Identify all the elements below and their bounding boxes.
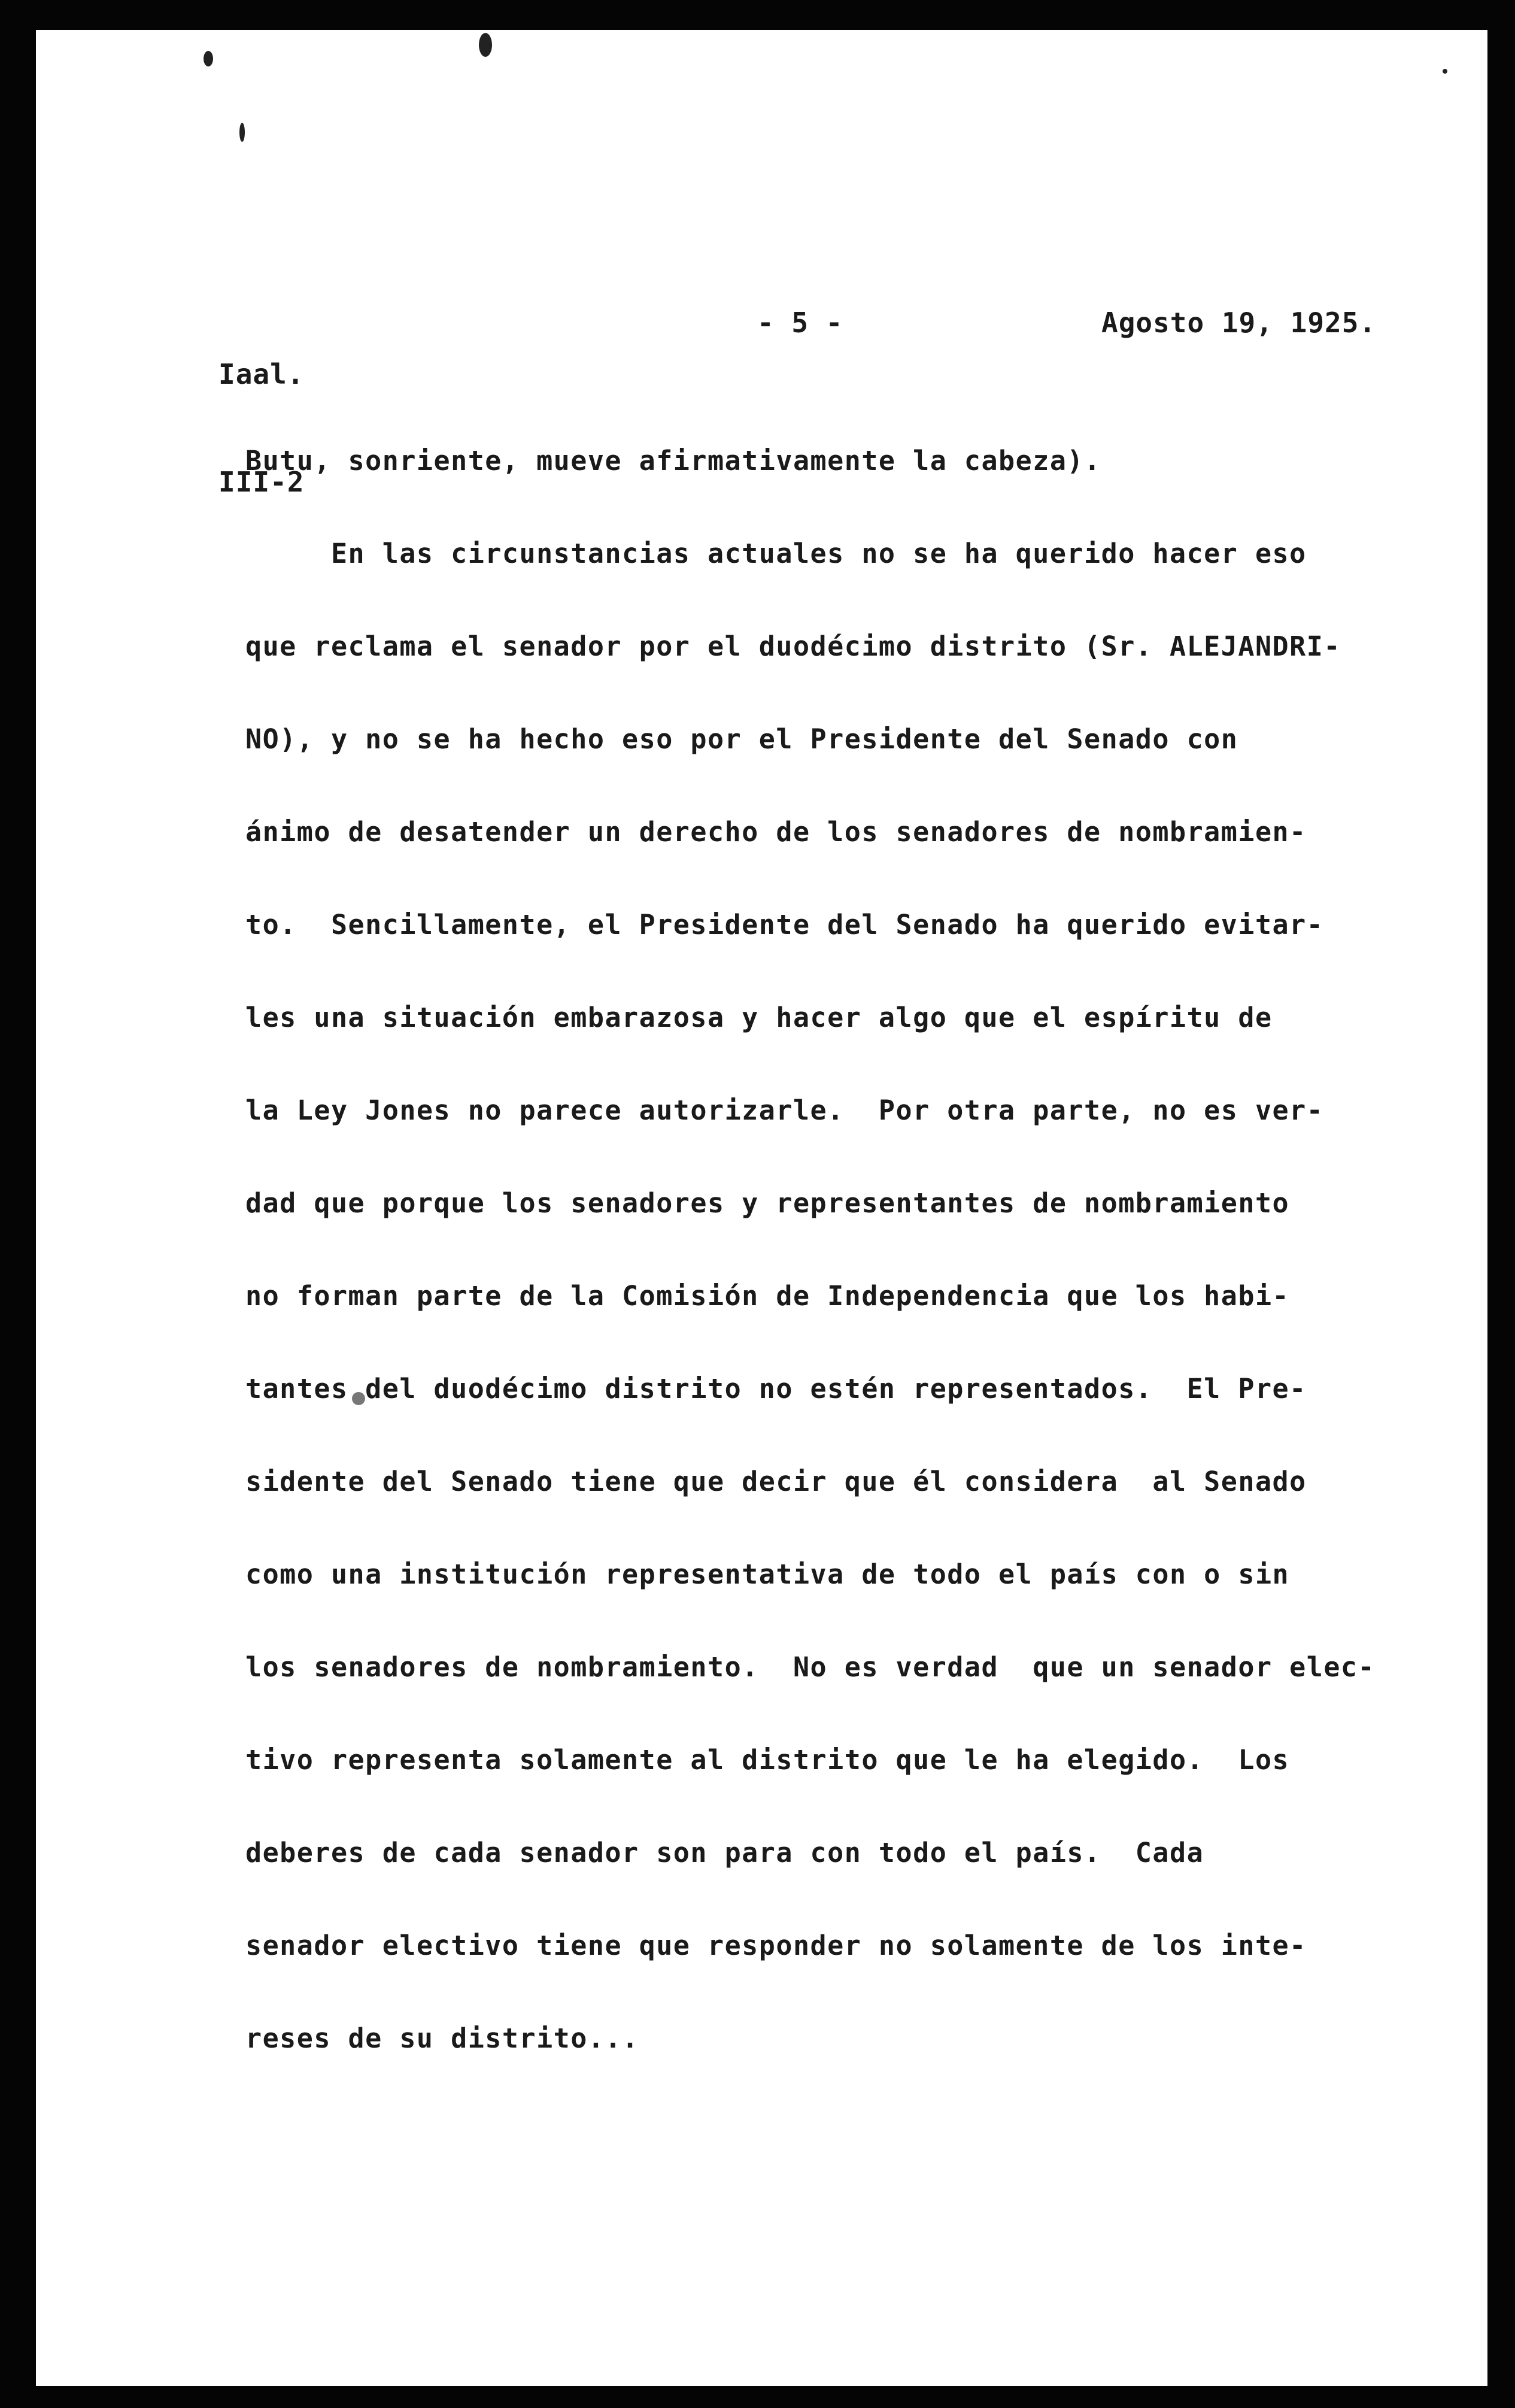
scan-speck — [239, 123, 245, 142]
body-line: que reclama el senador por el duodécimo distrito (Sr. ALEJANDRI- — [245, 630, 1341, 662]
body-line: les una situación embarazosa y hacer algo que el espíritu de — [245, 1002, 1273, 1033]
body-line: como una institución representativa de todo el país con o sin — [245, 1558, 1290, 1590]
body-line: En las circunstancias actuales no se ha querido hacer eso — [245, 538, 1307, 569]
body-line: sidente del Senado tiene que decir que él considera al Senado — [245, 1466, 1307, 1497]
scan-speck — [1443, 69, 1447, 74]
scan-speck — [479, 33, 492, 57]
body-line: deberes de cada senador son para con todo el país. Cada — [245, 1837, 1204, 1869]
body-line: Butu, sonriente, mueve afirmativamente la cabeza). — [245, 445, 1101, 477]
body-line: to. Sencillamente, el Presidente del Senado ha querido evitar- — [245, 909, 1324, 941]
page-number: - 5 - — [757, 307, 843, 339]
body-line: reses de su distrito... — [245, 2022, 639, 2054]
document-body — [245, 431, 1413, 2101]
body-line: senador electivo tiene que responder no solamente de los inte- — [245, 1930, 1307, 1961]
reference-code: III-2 — [218, 466, 305, 498]
body-line: ánimo de desatender un derecho de los senadores de nombramien- — [245, 816, 1307, 848]
body-line: la Ley Jones no parece autorizarle. Por otra parte, no es ver- — [245, 1094, 1324, 1126]
document-date: Agosto 19, 1925. — [1101, 307, 1377, 339]
body-line: tantes del duodécimo distrito no estén representados. El Pre- — [245, 1373, 1307, 1405]
body-line: dad que porque los senadores y representantes de nombramiento — [245, 1187, 1290, 1219]
scan-speck — [204, 51, 213, 66]
typist-initials: Iaal. — [218, 358, 305, 390]
body-line: no forman parte de la Comisión de Independencia que los habi- — [245, 1280, 1290, 1312]
body-line: los senadores de nombramiento. No es verdad que un senador elec- — [245, 1651, 1376, 1683]
body-line: tivo representa solamente al distrito que le ha elegido. Los — [245, 1744, 1290, 1776]
body-line: NO), y no se ha hecho eso por el Presidente del Senado con — [245, 723, 1238, 755]
